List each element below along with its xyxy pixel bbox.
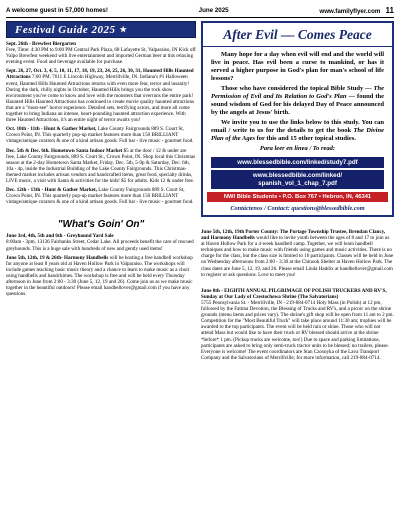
after-evil-para — [211, 119, 384, 143]
entry-body: Lake County Fairgrounds 889 S. Court St, Crown Point, IN. This quarterly pop-up market features more than 150 BRILLIANT vintage/antique curators & one of a kind artisan goods. Full bar - live music - gourmet food. — [6, 126, 194, 145]
right-column — [201, 21, 394, 509]
festival-guide-banner — [6, 21, 196, 38]
read-online-note: Para leer en línea / To read: — [259, 145, 336, 152]
para-text: — found the sound wisdom of God for his delayed Day of Peace announced by the angels at Jesus' birth. — [211, 93, 384, 116]
event-entry — [201, 288, 394, 361]
after-evil-body — [203, 47, 392, 155]
contact-email[interactable]: Contáctenos / Contact: questions@blessedbible.com — [230, 205, 365, 212]
header-date: June 2025 — [198, 6, 229, 14]
entry-heading: June 3rd, 4th, 5th and 6th - Greyhound Yard Sale — [6, 233, 114, 240]
festival-entry — [6, 126, 196, 144]
study-link-english[interactable]: www.blessedbible.com/linked/study7.pdf — [211, 157, 384, 168]
entry-body: Free, Time: 4:30 PM to 9:00 PM Central Park Plaza, 68 Lafayette St, Valparaiso, IN Kick off Valpo Brewfest weekend with live entertainment and imported German beer at this relaxing evening event. Food and beverage available for purchase. — [6, 47, 196, 66]
entry-body: $5 at the door / 12 & under are free, Lake County Fairgrounds, 889 S. Court St., Crown Point, IN. Shop local this Christmas season at the 2-day Hometown Santa Market, Friday, Dec. 5th, 5-9p & Saturday, Dec. 6th, 10a - 4p, inside the Industrial Building of the Lake County Fairgrounds. This Christmas-themed market includes artisan vendors and handcrafted items, great food, specialty drinks, LIVE music, a visit with Santa & activities for the kids! $5 for adults. Kids 12 & under free. — [6, 147, 196, 184]
left-column — [6, 21, 196, 509]
page-header — [6, 4, 394, 16]
para-text: We invite you to use the links below to this study. You can email / write to us for the details to get the book — [211, 119, 384, 134]
after-evil-ad — [201, 21, 394, 217]
entry-heading: June 5th, 12th, 19th Porter County: The Portage Township Trustee, Brendan Clancy, and Harmony Handbells — [201, 229, 386, 242]
entry-heading: Dec. 12th - 13th - Hunt & Gather Market, — [6, 187, 98, 194]
entry-heading: Dec. 5th & Dec. 6th. Hometown Santa Indoor Market — [6, 147, 123, 154]
entry-heading: Sept. 26, 27, Oct. 3, 4, 5, 10, 11, 17, 18, 19, 23, 24, 25, 26, 30, 31, Haunted Hills Haunted Attractions — [6, 68, 194, 81]
entry-body: Lake County Fairgrounds 889 S. Court St, Crown Point, IN. This quarterly pop-up market features more than 150 BRILLIANT vintage/antique curators & one of a kind artisan goods. Full bar - live music - gourmet food. — [6, 187, 194, 206]
festival-guide-title: Festival Guide 2025 — [15, 23, 116, 36]
festival-entry — [6, 41, 196, 65]
entry-body: would like to invite youth between the ages of 8 and 17 to join us at Haven Hollow Park for a 4-week handbell camp. Together, we will learn handbell techniques and how to make music with friends using games and music activities. There is no charge for the class, but the class size is limited to 16 participants. Classes will be held in June on Wednesday afternoons from 2:00 - 3:30 at the Chinook Shelter at Haven Hollow Park. The class dates are June 5, 12, 19, and 26. Please email Linda Haddix at handbellover@gmail.com to register or ask questions. Love to meet you! — [201, 235, 394, 278]
event-entry — [6, 233, 196, 251]
event-entry — [6, 255, 196, 298]
after-evil-title: After Evil — Comes Peace — [223, 26, 372, 42]
entry-heading: June 8th - EIGHTH ANNUAL PILGRIMAGE OF POLISH TRUCKERS AND RV'S, Sunday at Our Lady of Czestochowa Shrine (The Salvatorians) — [201, 287, 387, 300]
festival-entry — [6, 148, 196, 185]
entry-heading: June 5th, 12th, 19 & 26th- Harmony Handbells — [6, 254, 109, 261]
study-title: The Permission of Evil and Its Relation to God's Plan — [211, 85, 384, 100]
header-tagline: A welcome guest in 57,000 homes! — [6, 6, 108, 14]
entry-body: 7:00 PM. 7611 E Lincoln Highway, Merrillville, IN. Indiana's #1 Halloween event, Haunted Hills Haunted Attractions returns with even more fear, terror and insanity! During the dark, chilly nights in October, Haunted Hills brings you the rock show environment you've come to know and love with the monsters that overruns the entire park! Haunted Hills Haunted Attractions has continued to create movie quality haunted attractions that are a "must-see" horror experience. Detailed sets, terrifying actors, and more all come together to bring Indiana an intense, heart-pounding haunted attraction experience. With three Haunted Attractions, it's an entire night of terror awaits you! — [6, 74, 194, 124]
study-link-spanish[interactable] — [211, 170, 384, 189]
entry-body: 5755 Pennsylvania St. - Merrillville, IN - 219-884-0714 Holy Mass (in Polish) at 12 pm, followed by the Fatima Devotion, the Blessing of Trucks and RV's, and a picnic on the shrine grounds (menu items and prices vary). The shrine's gift shop will be open from 11 am to 2 pm. Competition for the "Most Beautiful Truck" will take place around 11:30 am; trophies will be awarded to the top participants. The event will be held rain or shine. Those who will not attend Mass but would like to have their truck or RV blessed should arrive at the shrine *before* 1 pm. (Pickup trucks are welcome, too!) Due to space and parking limitations, participants are asked to bring only semi-truck tractor units to be blessed; no trailers, please. Everyone is welcome! The event coordinators are Stan Czosnyka of the Lava Transport Company and the Salvatorians of Merrillville; for more information, call 219-884-0714. — [201, 299, 394, 361]
entry-body: 8:00am - 3pm, 13136 Fairbanks Street, Cedar Lake. All proceeds benefit the care of rescued greyhounds. This is a huge sale with hundreds of new and gently used items! — [6, 239, 194, 252]
whats-goin-on-title: "What's Goin' On" — [57, 219, 145, 231]
para-text: Those who have considered the topical Bible Study — — [221, 85, 374, 92]
entry-body: will be hosting a free handbell workshop for anyone at least 8 years old at Haven Hollow Park in Valparaiso. The workshops will include games teaching basic music theory and a chance to learn to make music as a choir using handbells and handchimes. The workshop is free and will be held every Thursday afternoon in June from 2:00 - 3:30 (June 5, 12, 19 and 26). Come join us as we make music together in the beautiful outdoors! Please email handbellover@gmail.com if you have any questions. — [6, 254, 193, 298]
link-line: spanish_vol_1_chap_7.pdf — [258, 179, 337, 187]
link-line: www.blessedbible.com/linked/ — [252, 172, 343, 179]
after-evil-header — [203, 23, 392, 47]
page-number: 11 — [385, 5, 394, 15]
festival-entry — [6, 187, 196, 205]
entry-heading: Oct. 10th - 11th - Hunt & Gather Market, — [6, 126, 97, 133]
mailing-address: NWI Bible Students • P.O. Box 767 • Hebron, IN, 46341 — [207, 192, 388, 202]
festival-entry — [6, 68, 196, 123]
header-url[interactable]: www.familyflyer.com — [319, 7, 381, 15]
star-icon: ★ — [119, 25, 128, 34]
header-rule — [6, 17, 394, 18]
after-evil-para: Many hope for a day when evil will end and the world will live in peace. Has evil been a curse to mankind, or has it served a higher purpose in God's plan for man's school of life lessons? — [211, 51, 384, 82]
entry-heading: Sept. 26th - Brewfest Biergarten — [6, 41, 76, 47]
book-title: The Divine Plan of the Ages — [211, 127, 384, 142]
header-site — [319, 6, 394, 15]
after-evil-para — [211, 85, 384, 117]
para-text: for this and 15 other topical studies. — [255, 135, 356, 142]
event-entry — [201, 229, 394, 278]
